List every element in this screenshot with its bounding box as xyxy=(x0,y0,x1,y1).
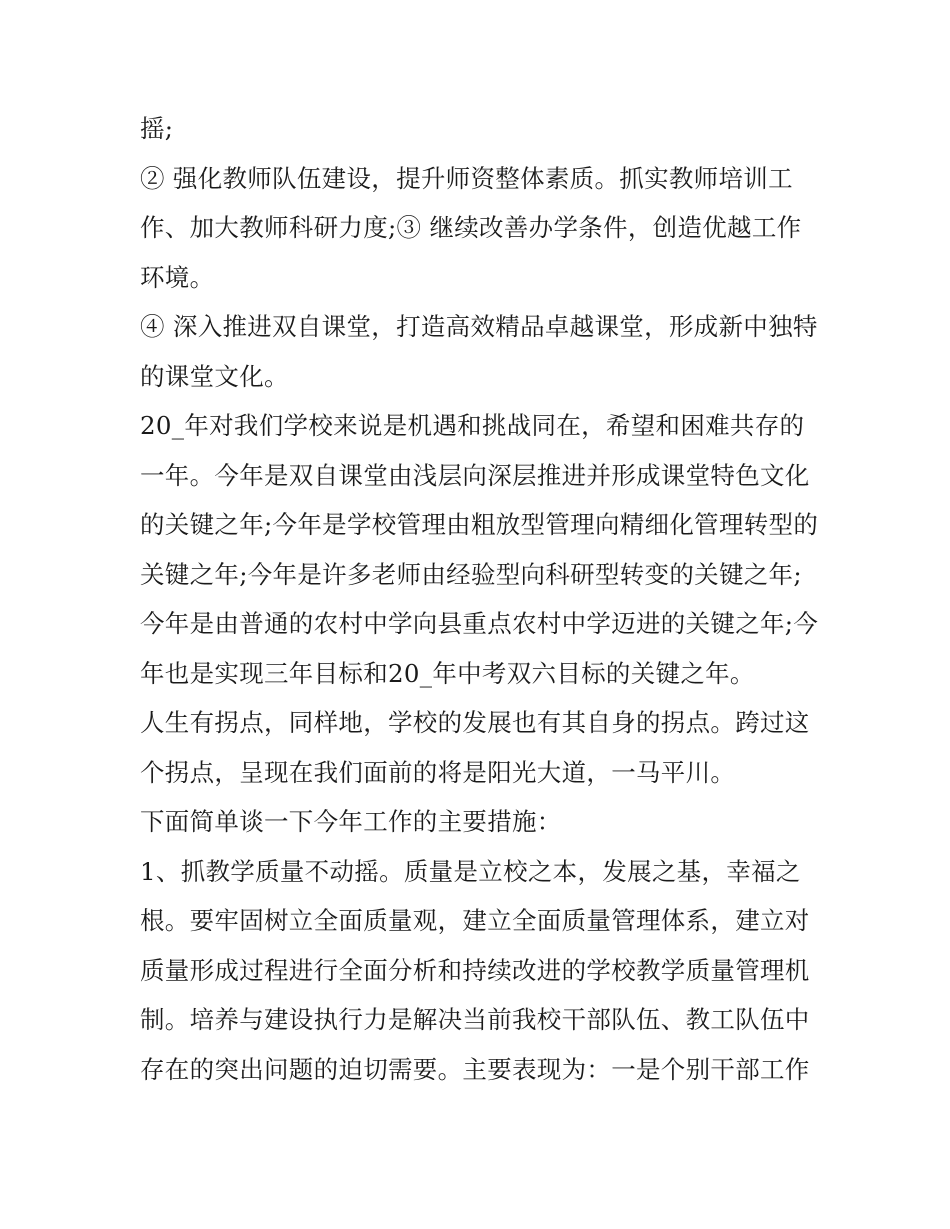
paragraph-5: 人生有拐点，同样地，学校的发展也有其自身的拐点。跨过这个拐点，呈现在我们面前的将是阳光大道，一马平川。 xyxy=(140,708,810,787)
paragraph-2: ② 强化教师队伍建设，提升师资整体素质。抓实教师培训工作、加大教师科研力度;③ 继续改善办学条件，创造优越工作环境。 xyxy=(140,163,802,292)
paragraph-1: 摇; xyxy=(140,114,174,143)
document-body xyxy=(140,104,820,1094)
paragraph-3: ④ 深入推进双自课堂，打造高效精品卓越课堂，形成新中独特的课堂文化。 xyxy=(140,312,818,391)
paragraph-7: 1、抓教学质量不动摇。质量是立校之本，发展之基，幸福之根。要牢固树立全面质量观，建立全面质量管理体系，建立对质量形成过程进行全面分析和持续改进的学校教学质量管理机制。培养与建设执行力是解决当前我校干部队伍、教工队伍中存在的突出问题的迫切需要。主要表现为：一是个别干部工作 xyxy=(140,856,810,1084)
paragraph-6: 下面简单谈一下今年工作的主要措施： xyxy=(140,807,562,836)
paragraph-4: 20_年对我们学校来说是机遇和挑战同在，希望和困难共存的一年。今年是双自课堂由浅层向深层推进并形成课堂特色文化的关键之年;今年是学校管理由粗放型管理向精细化管理转型的关键之年;今年是许多老师由经验型向科研型转变的关键之年;今年是由普通的农村中学向县重点农村中学迈进的关键之年;今年也是实现三年目标和20_年中考双六目标的关键之年。 xyxy=(140,411,819,688)
